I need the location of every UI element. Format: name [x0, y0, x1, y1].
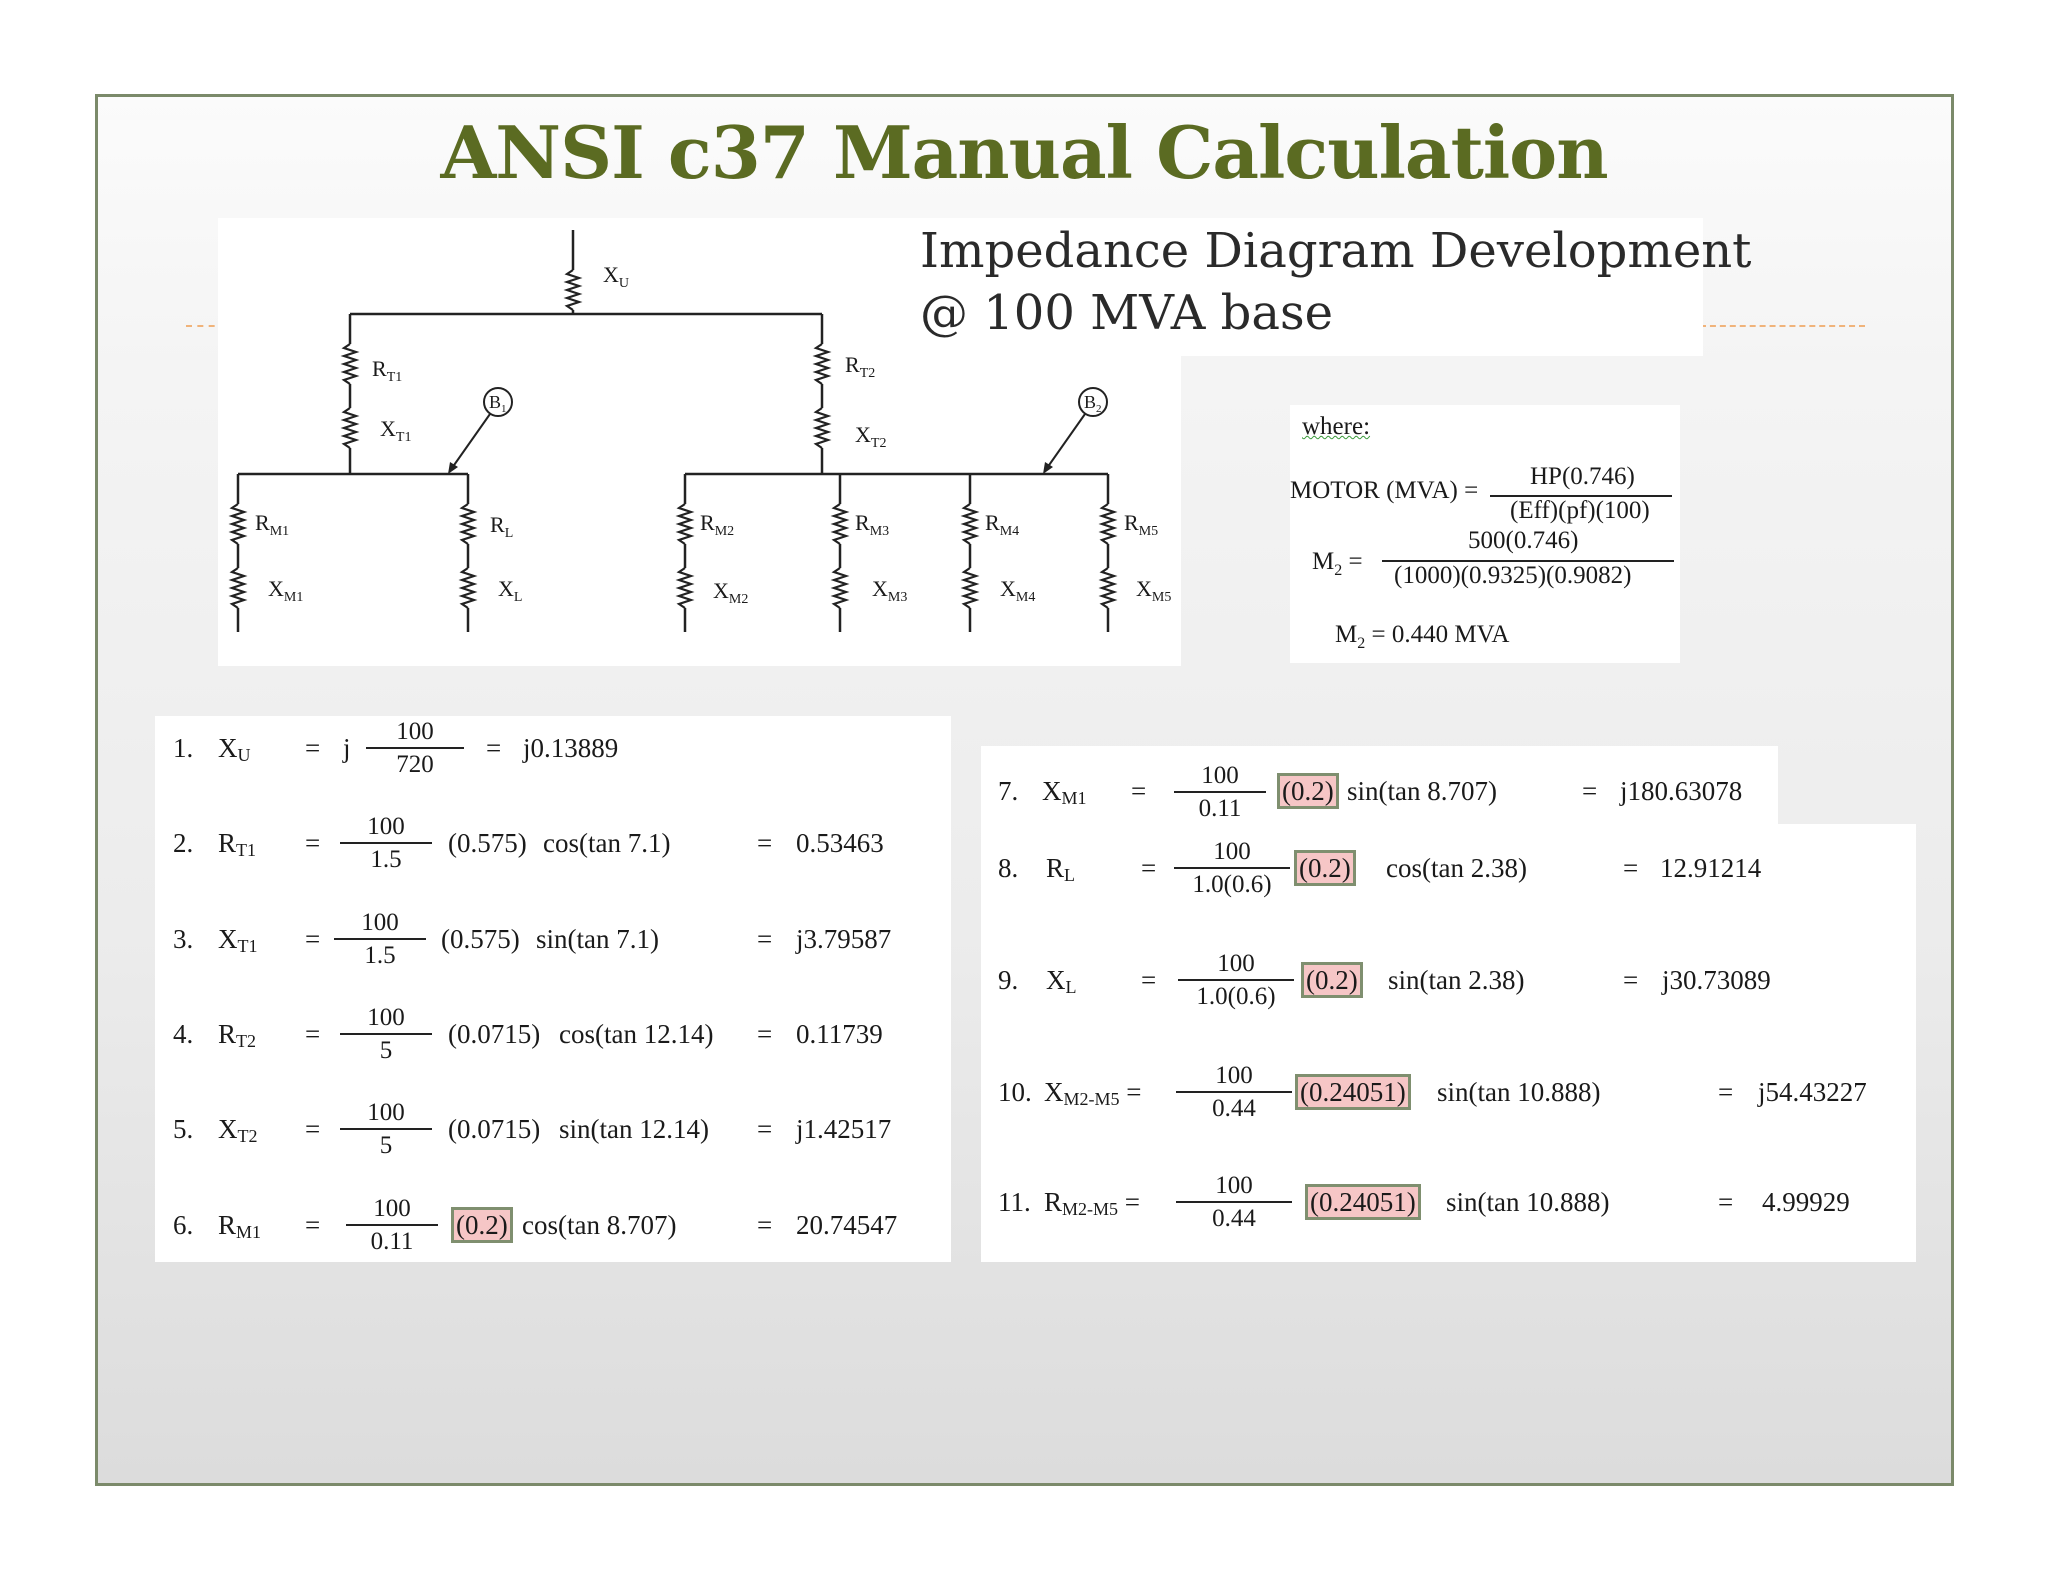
eq8-multiplier	[1297, 853, 1353, 884]
eq8-equals: =	[1141, 853, 1157, 883]
eq9-equals-2: =	[1623, 965, 1639, 995]
eq6-number: 6.	[173, 1210, 194, 1240]
eq5-fraction: 100 5	[340, 1099, 432, 1160]
eq6-fraction: 100 0.11	[346, 1195, 438, 1256]
eq10-multiplier-highlight: (0.24051)	[1300, 1077, 1406, 1107]
eq3-variable: $X_{T1}$	[218, 924, 258, 956]
eq6-multiplier-highlight: (0.2)	[456, 1210, 508, 1240]
eq2-multiplier: (0.575)	[448, 828, 527, 858]
label-b2: $B_2$	[1084, 392, 1102, 415]
label-xt2: $X_{T2}$	[855, 422, 887, 451]
eq8-variable: $R_L$	[1046, 853, 1076, 885]
eq10-function: sin(tan 10.888)	[1437, 1077, 1601, 1107]
eq3-fraction: 100 1.5	[334, 909, 426, 970]
eq10-result: j54.43227	[1758, 1077, 1867, 1107]
label-rt1: $R_{T1}$	[372, 356, 403, 385]
slide-title: ANSI c37 Manual Calculation	[440, 110, 1608, 195]
eq9-function: sin(tan 2.38)	[1388, 965, 1525, 995]
eq10-multiplier	[1298, 1077, 1408, 1108]
eq5-number: 5.	[173, 1114, 194, 1144]
label-xm1: $X_{M1}$	[268, 576, 304, 605]
eq11-multiplier-highlight: (0.24051)	[1310, 1187, 1416, 1217]
eq1-number: 1.	[173, 733, 194, 763]
eq1-result: j0.13889	[523, 733, 619, 763]
eq7-result: j180.63078	[1620, 776, 1743, 806]
eq11-number: 11.	[998, 1187, 1031, 1217]
label-rm5: $R_{M5}$	[1124, 510, 1159, 539]
label-rt2: $R_{T2}$	[845, 352, 876, 381]
eq4-equals: =	[305, 1019, 321, 1049]
eq11-fraction: 100 0.44	[1176, 1172, 1292, 1233]
eq3-function: sin(tan 7.1)	[536, 924, 659, 954]
eq1-j: j	[343, 733, 351, 763]
label-xu: $X_U$	[603, 262, 630, 291]
eq7-equals-2: =	[1582, 776, 1598, 806]
eq8-result: 12.91214	[1660, 853, 1762, 883]
m2-lhs: $M_2$ =	[1312, 548, 1363, 579]
eq2-fraction: 100 1.5	[340, 813, 432, 874]
motor-mva-lhs: MOTOR (MVA) =	[1290, 477, 1479, 504]
label-xt1: $X_{T1}$	[380, 416, 412, 445]
label-b1: $B_1$	[489, 392, 507, 415]
eq7-fraction: 100 0.11	[1174, 762, 1266, 823]
eq2-result: 0.53463	[796, 828, 884, 858]
eq10-number: 10.	[998, 1077, 1032, 1107]
motor-mva-panel	[1290, 405, 1680, 663]
diagram-heading-line2: @ 100 MVA base	[920, 285, 1333, 341]
eq1-equals-2: =	[486, 733, 502, 763]
eq8-fraction: 100 1.0(0.6)	[1174, 838, 1290, 899]
label-xm5: $X_{M5}$	[1136, 576, 1172, 605]
eq9-variable: $X_L$	[1046, 965, 1077, 997]
m2-denominator: (1000)(0.9325)(0.9082)	[1394, 562, 1632, 589]
eq5-multiplier: (0.0715)	[448, 1114, 541, 1144]
eq8-number: 8.	[998, 853, 1019, 883]
m2-result: $M_2 = 0.440$ MVA	[1335, 621, 1510, 652]
eq5-equals: =	[305, 1114, 321, 1144]
eq6-equals-2: =	[757, 1210, 773, 1240]
eq6-multiplier	[454, 1210, 510, 1241]
eq11-function: sin(tan 10.888)	[1446, 1187, 1610, 1217]
label-xm2: $X_{M2}$	[713, 578, 749, 607]
eq4-multiplier: (0.0715)	[448, 1019, 541, 1049]
eq5-function: sin(tan 12.14)	[559, 1114, 709, 1144]
eq7-multiplier-highlight: (0.2)	[1282, 776, 1334, 806]
eq2-number: 2.	[173, 828, 194, 858]
eq7-multiplier	[1280, 776, 1336, 807]
eq7-number: 7.	[998, 776, 1019, 806]
eq2-function: cos(tan 7.1)	[543, 828, 671, 858]
eq4-equals-2: =	[757, 1019, 773, 1049]
eq7-equals: =	[1131, 776, 1147, 806]
label-rl: $R_L$	[490, 512, 514, 541]
eq3-equals: =	[305, 924, 321, 954]
eq1-fraction: 100 720	[366, 718, 464, 779]
eq3-number: 3.	[173, 924, 194, 954]
m2-numerator: 500(0.746)	[1468, 527, 1579, 554]
eq11-multiplier	[1308, 1187, 1418, 1218]
eq6-variable: $R_{M1}$	[218, 1210, 262, 1242]
eq8-equals-2: =	[1623, 853, 1639, 883]
eq3-result: j3.79587	[796, 924, 892, 954]
equations-panel-left	[155, 716, 951, 1262]
eq8-function: cos(tan 2.38)	[1386, 853, 1527, 883]
eq9-equals: =	[1141, 965, 1157, 995]
eq3-equals-2: =	[757, 924, 773, 954]
label-xl: $X_L$	[498, 576, 523, 605]
eq5-variable: $X_{T2}$	[218, 1114, 258, 1146]
diagram-heading-line1: Impedance Diagram Development	[920, 223, 1752, 279]
eq7-variable: $X_{M1}$	[1042, 776, 1087, 808]
eq6-equals: =	[305, 1210, 321, 1240]
eq9-number: 9.	[998, 965, 1019, 995]
eq1-equals: =	[305, 733, 321, 763]
eq9-multiplier-highlight: (0.2)	[1306, 965, 1358, 995]
eq9-fraction: 100 1.0(0.6)	[1178, 950, 1294, 1011]
label-rm4: $R_{M4}$	[985, 510, 1020, 539]
eq9-multiplier	[1304, 965, 1360, 996]
eq8-multiplier-highlight: (0.2)	[1299, 853, 1351, 883]
eq2-equals-2: =	[757, 828, 773, 858]
eq2-variable: $R_{T1}$	[218, 828, 257, 860]
label-rm2: $R_{M2}$	[700, 510, 735, 539]
eq4-number: 4.	[173, 1019, 194, 1049]
eq1-variable: $X_U$	[218, 733, 251, 765]
label-xm4: $X_{M4}$	[1000, 576, 1036, 605]
motor-mva-denominator: (Eff)(pf)(100)	[1510, 497, 1650, 524]
eq10-fraction: 100 0.44	[1176, 1062, 1292, 1123]
label-rm3: $R_{M3}$	[855, 510, 890, 539]
eq9-result: j30.73089	[1662, 965, 1771, 995]
eq6-function: cos(tan 8.707)	[522, 1210, 677, 1240]
eq2-equals: =	[305, 828, 321, 858]
eq4-function: cos(tan 12.14)	[559, 1019, 714, 1049]
motor-mva-numerator: HP(0.746)	[1530, 463, 1635, 490]
label-rm1: $R_{M1}$	[255, 510, 290, 539]
eq10-variable: $X_{M2-M5}$ =	[1044, 1077, 1142, 1109]
eq5-result: j1.42517	[796, 1114, 892, 1144]
label-xm3: $X_{M3}$	[872, 576, 908, 605]
eq5-equals-2: =	[757, 1114, 773, 1144]
eq11-variable: $R_{M2-M5}$ =	[1044, 1187, 1141, 1219]
eq11-result: 4.99929	[1762, 1187, 1850, 1217]
eq4-fraction: 100 5	[340, 1004, 432, 1065]
eq10-equals-2: =	[1718, 1077, 1734, 1107]
eq6-result: 20.74547	[796, 1210, 898, 1240]
eq4-result: 0.11739	[796, 1019, 883, 1049]
eq4-variable: $R_{T2}$	[218, 1019, 257, 1051]
where-label: where:	[1302, 413, 1371, 440]
eq7-function: sin(tan 8.707)	[1347, 776, 1497, 806]
eq11-equals-2: =	[1718, 1187, 1734, 1217]
eq3-multiplier: (0.575)	[441, 924, 520, 954]
